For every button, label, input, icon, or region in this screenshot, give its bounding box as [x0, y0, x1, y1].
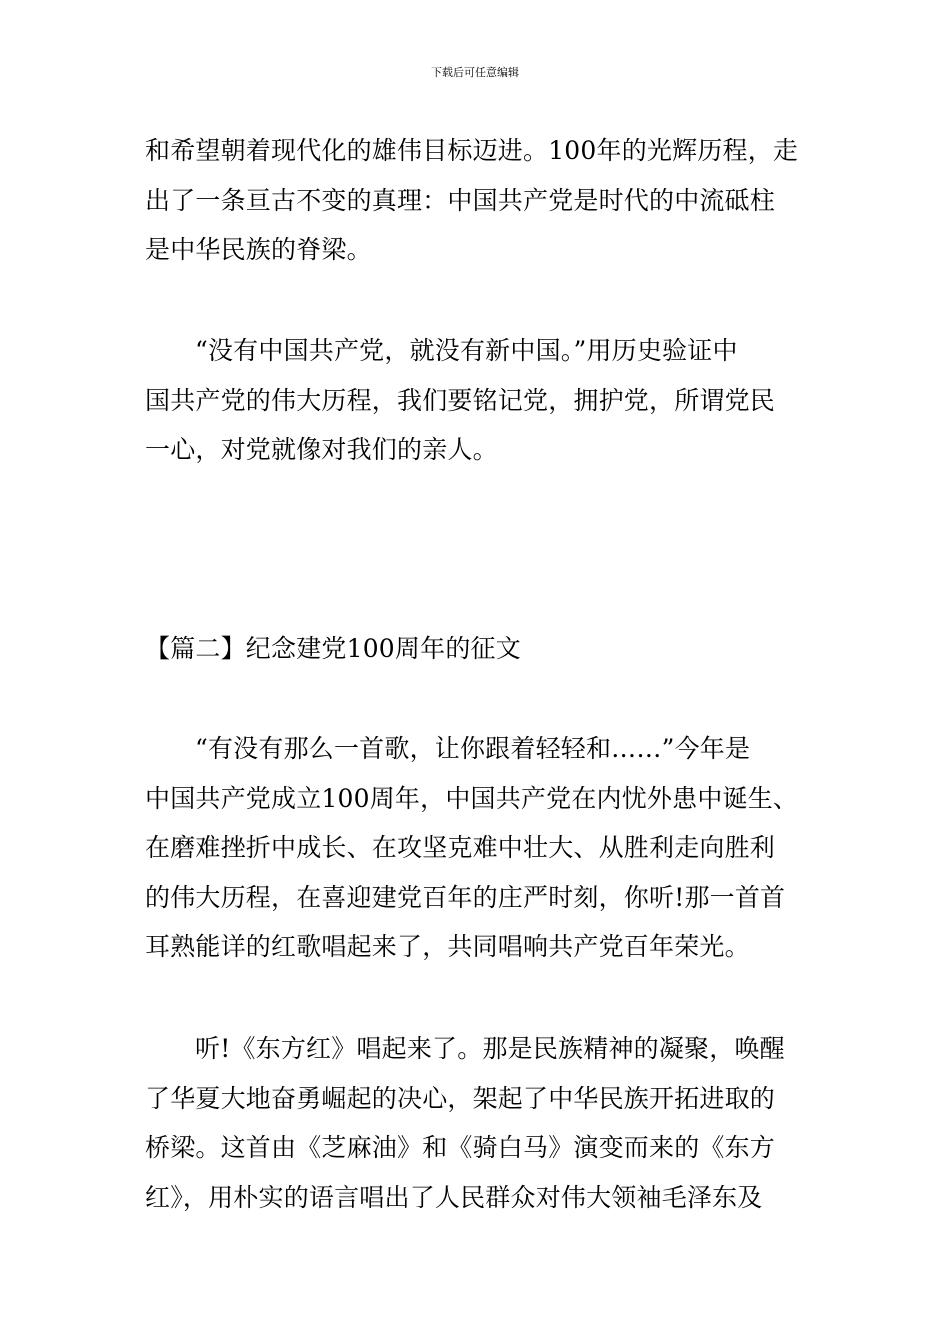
- paragraph-line: 是中华民族的脊梁。: [145, 235, 372, 264]
- body-paragraph: [145, 724, 815, 972]
- page-header-note: 下载后可任意编辑: [431, 66, 519, 79]
- paragraph-line: 中国共产党成立100周年，中国共产党在内忧外患中诞生、: [145, 783, 799, 813]
- paragraph-line: 出了一条亘古不变的真理：中国共产党是时代的中流砥柱: [145, 185, 776, 215]
- paragraph-line: 一心，对党就像对我们的亲人。: [145, 435, 498, 464]
- paragraph-line: 听!《东方红》唱起来了。那是民族精神的凝聚，唤醒: [195, 1034, 785, 1063]
- paragraph-line: 在磨难挫折中成长、在攻坚克难中壮大、从胜利走向胜利: [145, 833, 776, 862]
- body-paragraph: [145, 326, 815, 475]
- paragraph-line: “有没有那么一首歌，让你跟着轻轻和……”今年是: [195, 734, 751, 763]
- paragraph-line: 了华夏大地奋勇崛起的决心，架起了中华民族开拓进取的: [145, 1083, 776, 1113]
- paragraph-line: “没有中国共产党，就没有新中国。”用历史验证中: [195, 336, 738, 365]
- body-paragraph: [145, 1024, 815, 1222]
- paragraph-line: 国共产党的伟大历程，我们要铭记党，拥护党，所谓党民: [145, 385, 776, 415]
- body-paragraph: [145, 126, 815, 275]
- paragraph-line: 耳熟能详的红歌唱起来了，共同唱响共产党百年荣光。: [145, 932, 750, 961]
- paragraph-line: 桥梁。这首由《芝麻油》和《骑白马》演变而来的《东方: [145, 1133, 776, 1162]
- paragraph-line: 和希望朝着现代化的雄伟目标迈进。100年的光辉历程，走: [145, 136, 799, 165]
- paragraph-line: 的伟大历程，在喜迎建党百年的庄严时刻，你听!那一首首: [145, 882, 786, 912]
- paragraph-line: 红》，用朴实的语言唱出了人民群众对伟大领袖毛泽东及: [145, 1182, 763, 1212]
- section-title-text: 【篇二】纪念建党100周年的征文: [145, 634, 521, 663]
- section-title: [145, 624, 815, 674]
